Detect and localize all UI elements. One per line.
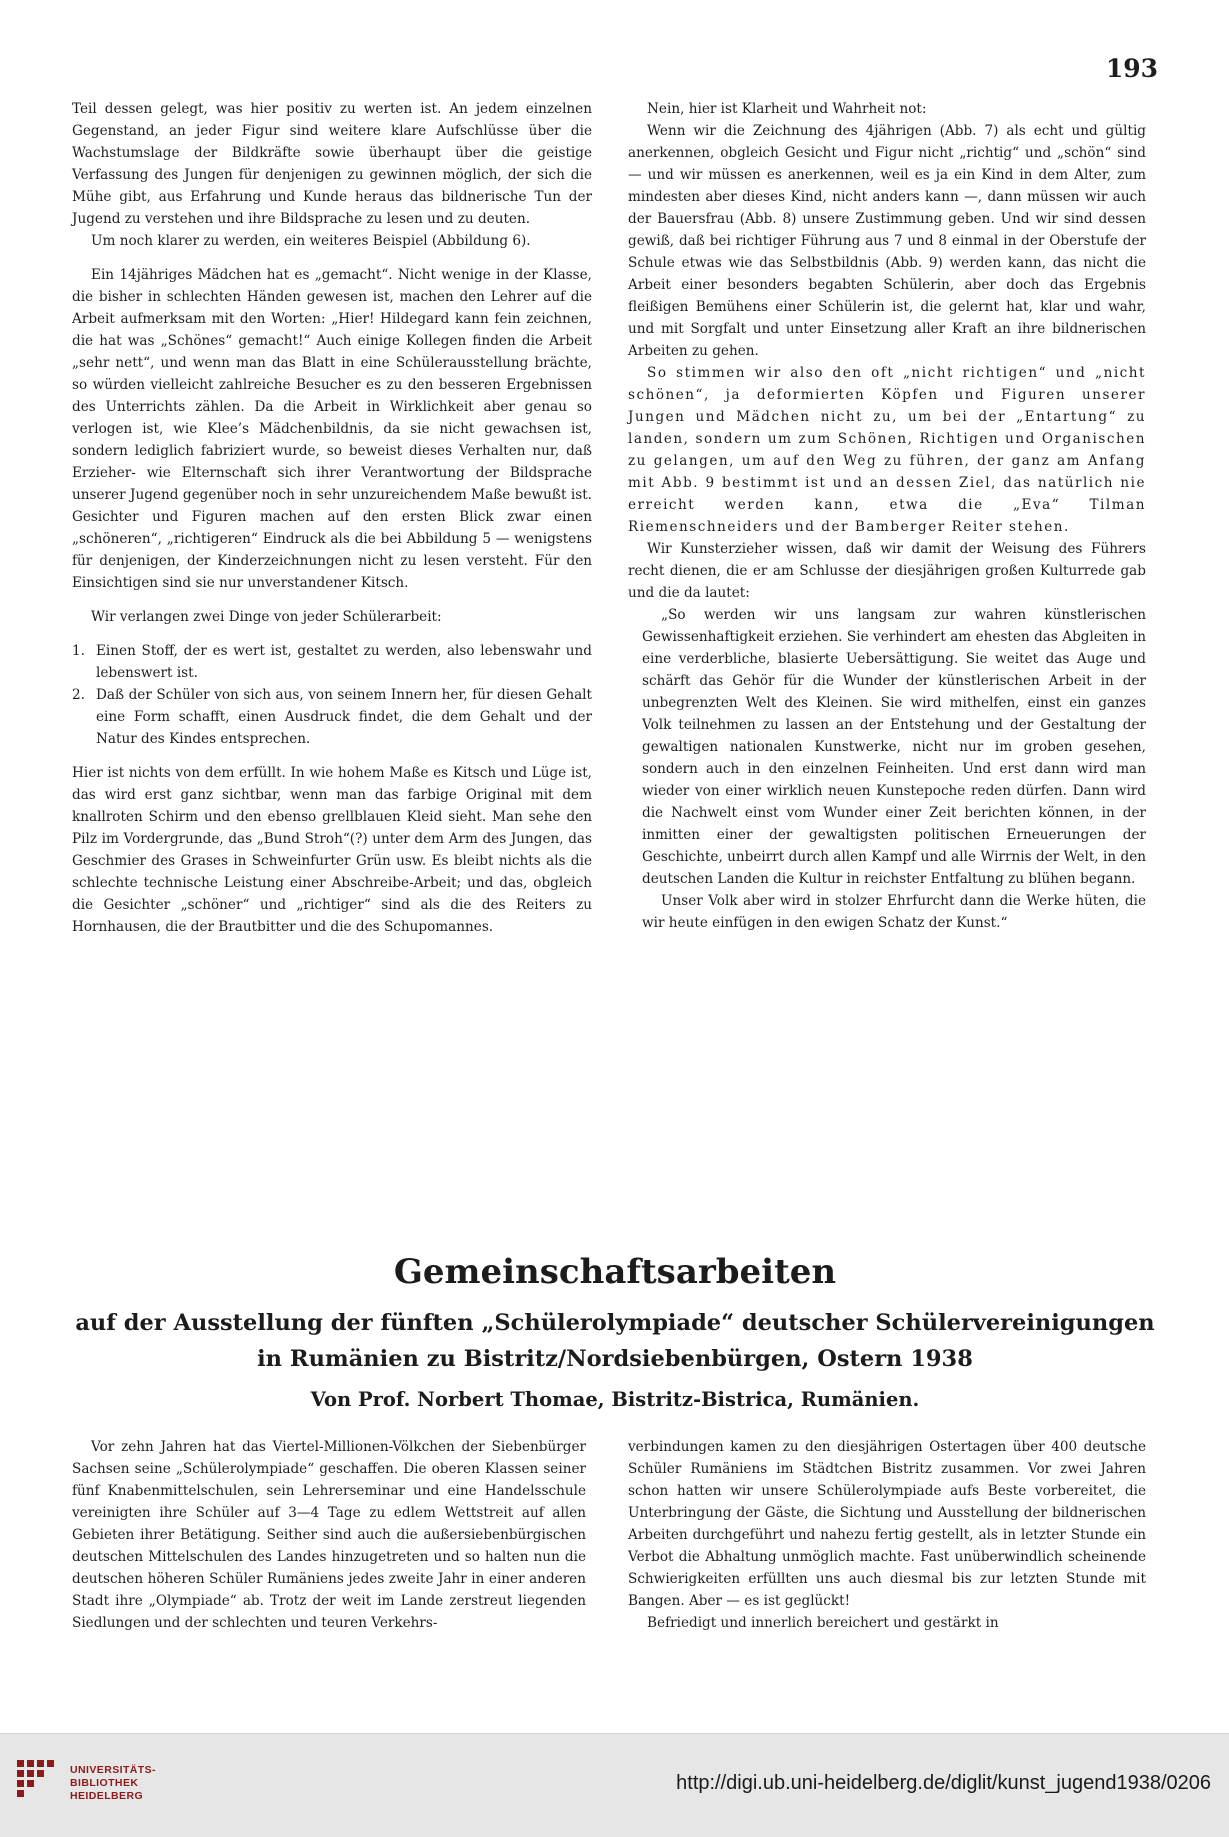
list-item <box>72 640 592 684</box>
library-name-line: BIBLIOTHEK <box>70 1777 139 1789</box>
list-item-number: 2. <box>72 687 85 703</box>
article-title: Gemeinschaftsarbeiten <box>393 1252 837 1292</box>
library-name-line: HEIDELBERG <box>70 1790 144 1802</box>
right-paragraph-2: Wenn wir die Zeichnung des 4jährigen (Abb. 7) als echt und gültig anerkennen, obgleich Gesicht und Figur nicht „richtig“ und „schön“ sind — und wir müssen es anerkennen, weil es ja ein Kind in dem Alter, zum mindesten aber dieses Kind, nicht anders kann —, dann müssen wir auch der Bauersfrau (Abb. 8) unsere Zustimmung geben. Und wir sind dessen gewiß, daß bei richtiger Führung aus 7 und 8 einmal in der Oberstufe der Schule etwas wie das Selbstbildnis (Abb. 9) werden kann, das nicht die Arbeit einer besonders begabten Schülerin, aber doch das Ergebnis fleißigen Bemühens einer Schülerin ist, die gelernt hat, klar und wahr, und mit Sorgfalt und unter Einsetzung aller Kraft an ihre bildnerischen Arbeiten zu gehen. <box>628 123 1146 359</box>
right-paragraph-spaced: So stimmen wir also den oft „nicht richtigen“ und „nicht schönen“, ja deformierten Köpfen und Figuren unserer Jungen und Mädchen nicht zu, um bei der „Entartung“ zu landen, sondern um zum Schönen, Richtigen und Organischen zu gelangen, um auf den Weg zu führen, der ganz am Anfang mit Abb. 9 bestimmt ist und an dessen Ziel, das natürlich nie erreicht werden kann, etwa die „Eva“ Tilman Riemenschneiders und der Bamberger Reiter stehen. <box>628 365 1146 535</box>
page-number: 193 <box>1105 54 1158 83</box>
right-paragraph-4: Wir Kunsterzieher wissen, daß wir damit der Weisung des Führers recht dienen, die er am Schlusse der diesjährigen großen Kulturrede gab und die da lautet: <box>628 541 1146 601</box>
article-subtitle-line-1: auf der Ausstellung der fünften „Schülerolympiade“ deutscher Schülervereinigungen <box>75 1310 1155 1336</box>
left-paragraph-5: Hier ist nichts von dem erfüllt. In wie hohem Maße es Kitsch und Lüge ist, das wird erst ganz sichtbar, wenn man das farbige Original mit dem knallroten Schirm und den ebenso grellblauen Kleid sieht. Man sehe den Pilz im Vordergrunde, das „Bund Stroh“(?) unter dem Arm des Jungen, das Geschmier des Grases in Schweinfurter Grün usw. Es bleibt nichts als die schlechte technische Leistung einer Abschreibe-Arbeit; und das, obgleich die Gesichter „schöner“ und „richtiger“ sind als die des Reiters zu Hornhausen, die der Brautbitter und die des Schupomannes. <box>72 765 592 935</box>
list-item-number: 1. <box>72 643 85 659</box>
list-item-text: Einen Stoff, der es wert ist, gestaltet zu werden, also lebenswahr und lebenswert ist. <box>96 643 592 681</box>
right-paragraph-1: Nein, hier ist Klarheit und Wahrheit not: <box>647 101 927 117</box>
left-column <box>72 98 592 938</box>
quote-paragraph-1: „So werden wir uns langsam zur wahren künstlerischen Gewissenhaftigkeit erziehen. Sie verhindert am ehesten das Abgleiten in eine verderbliche, blasierte Uebersättigung. Sie weitet das Auge und schärft das Gehör für die Wunder der künstlerischen Arbeit in der unbegrenzten Welt des Kleinen. Sie wird mithelfen, einst ein ganzes Volk teilnehmen zu lassen an der Entstehung und der Gestaltung der gewaltigen nationalen Kunstwerke, nicht nur im groben gesehen, sondern auch in den einzelnen Feinheiten. Und erst dann wird man wieder von einer wirklich neuen Kunstepoche reden dürfen. Dann wird die Nachwelt einst vom Wunder einer Zeit berichten können, in der inmitten einer der gewaltigsten politischen Erneuerungen der Geschichte, unbeirrt durch allen Kampf und alle Wirrnis der Welt, in den deutschen Landen die Kultur in reichster Entfaltung zu blühen begann. <box>642 607 1146 887</box>
right-column <box>628 98 1146 934</box>
article-right-column <box>628 1436 1146 1634</box>
left-paragraph-4: Wir verlangen zwei Dinge von jeder Schülerarbeit: <box>91 609 442 625</box>
article-left-paragraph: Vor zehn Jahren hat das Viertel-Millionen-Völkchen der Siebenbürger Sachsen seine „Schülerolympiade“ geschaffen. Die oberen Klassen seiner fünf Knabenmittelschulen, sein Lehrerseminar und eine Handelsschule vereinigten ihre Schüler auf 3—4 Tage zu edlem Wettstreit auf allen Gebieten ihrer Betätigung. Seither sind auch die außersiebenbürgischen deutschen Mittelschulen des Landes hinzugetreten und so halten nun die deutschen höheren Schüler Rumäniens jedes zweite Jahr in einer anderen Stadt ihre „Olympiade“ ab. Trotz der weit im Lande zerstreut liegenden Siedlungen und der schlechten und teuren Verkehrs- <box>72 1439 586 1631</box>
left-paragraph-3: Ein 14jähriges Mädchen hat es „gemacht“. Nicht wenige in der Klasse, die bisher in schlechten Händen gewesen ist, machen den Lehrer auf die Arbeit aufmerksam mit den Worten: „Hier! Hildegard kann fein zeichnen, die hat was „Schönes“ gemacht!“ Auch einige Kollegen finden die Arbeit „sehr nett“, und wenn man das Blatt in eine Schülerausstellung brächte, so würden vielleicht zahlreiche Besucher es zu den besseren Ergebnissen des Unterrichts zählen. Da die Arbeit in Wirklichkeit aber genau so verlogen ist, wie Klee’s Mädchenbildnis, da sie nicht gewachsen ist, sondern lediglich fabriziert wurde, so beweist dieses Verhalten nur, daß Erzieher- wie Elternschaft sich ihrer Verantwortung der Bildsprache unserer Jugend gegenüber noch in sehr unzureichendem Maße bewußt ist. Gesichter und Figuren machen auf den ersten Blick zwar einen „schöneren“, „richtigeren“ Eindruck als die bei Abbildung 5 — wenigstens für denjenigen, der Kinderzeichnungen nicht zu lesen versteht. Für den Einsichtigen sind sie nur unverstandener Kitsch. <box>72 267 592 591</box>
library-name <box>70 1764 156 1803</box>
left-paragraph-2: Um noch klarer zu werden, ein weiteres Beispiel (Abbildung 6). <box>91 233 531 249</box>
list-item <box>72 684 592 750</box>
source-url-link[interactable]: http://digi.ub.uni-heidelberg.de/diglit/kunst_jugend1938/0206 <box>676 1772 1211 1794</box>
article-subtitle-line-2: in Rumänien zu Bistritz/Nordsiebenbürgen, Ostern 1938 <box>257 1346 973 1372</box>
university-library-logo-icon <box>14 1758 64 1808</box>
library-name-line: UNIVERSITÄTS- <box>70 1764 156 1776</box>
article-left-column <box>72 1436 586 1634</box>
article-author: Von Prof. Norbert Thomae, Bistritz-Bistrica, Rumänien. <box>310 1388 920 1411</box>
library-footer-bar <box>0 1733 1229 1837</box>
requirements-list <box>72 640 592 750</box>
list-item-text: Daß der Schüler von sich aus, von seinem Innern her, für diesen Gehalt eine Form schafft, einen Ausdruck findet, die dem Gehalt und der Natur des Kindes entsprechen. <box>96 687 592 747</box>
article-right-paragraph: verbindungen kamen zu den diesjährigen Ostertagen über 400 deutsche Schüler Rumäniens im Städtchen Bistritz zusammen. Vor zwei Jahren schon hatten wir unsere Schülerolympiade aufs Beste vorbereitet, die Unterbringung der Gäste, die Sichtung und Ausstellung der bildnerischen Arbeiten durchgeführt und nahezu fertig gestellt, als in letzter Stunde ein Verbot die Abhaltung unmöglich machte. Fast unüberwindlich scheinende Schwierigkeiten erfüllten uns auch diesmal bis zur letzten Stunde mit Bangen. Aber — es ist geglückt! <box>628 1439 1146 1609</box>
article-right-paragraph-2: Befriedigt und innerlich bereichert und gestärkt in <box>647 1615 999 1631</box>
quote-paragraph-2: Unser Volk aber wird in stolzer Ehrfurcht dann die Werke hüten, die wir heute einfügen in den ewigen Schatz der Kunst.“ <box>642 893 1146 931</box>
left-paragraph-1: Teil dessen gelegt, was hier positiv zu werten ist. An jedem einzelnen Gegenstand, an jeder Figur sind weitere klare Aufschlüsse über die Wachstumslage der Bildkräfte sowie überhaupt über die geistige Verfassung des Jungen für denjenigen zu gewinnen möglich, der sich die Mühe gibt, aus Erfahrung und Kunde heraus das bildnerische Tun der Jugend zu verstehen und ihre Bildsprache zu lesen und zu deuten. <box>72 101 592 227</box>
